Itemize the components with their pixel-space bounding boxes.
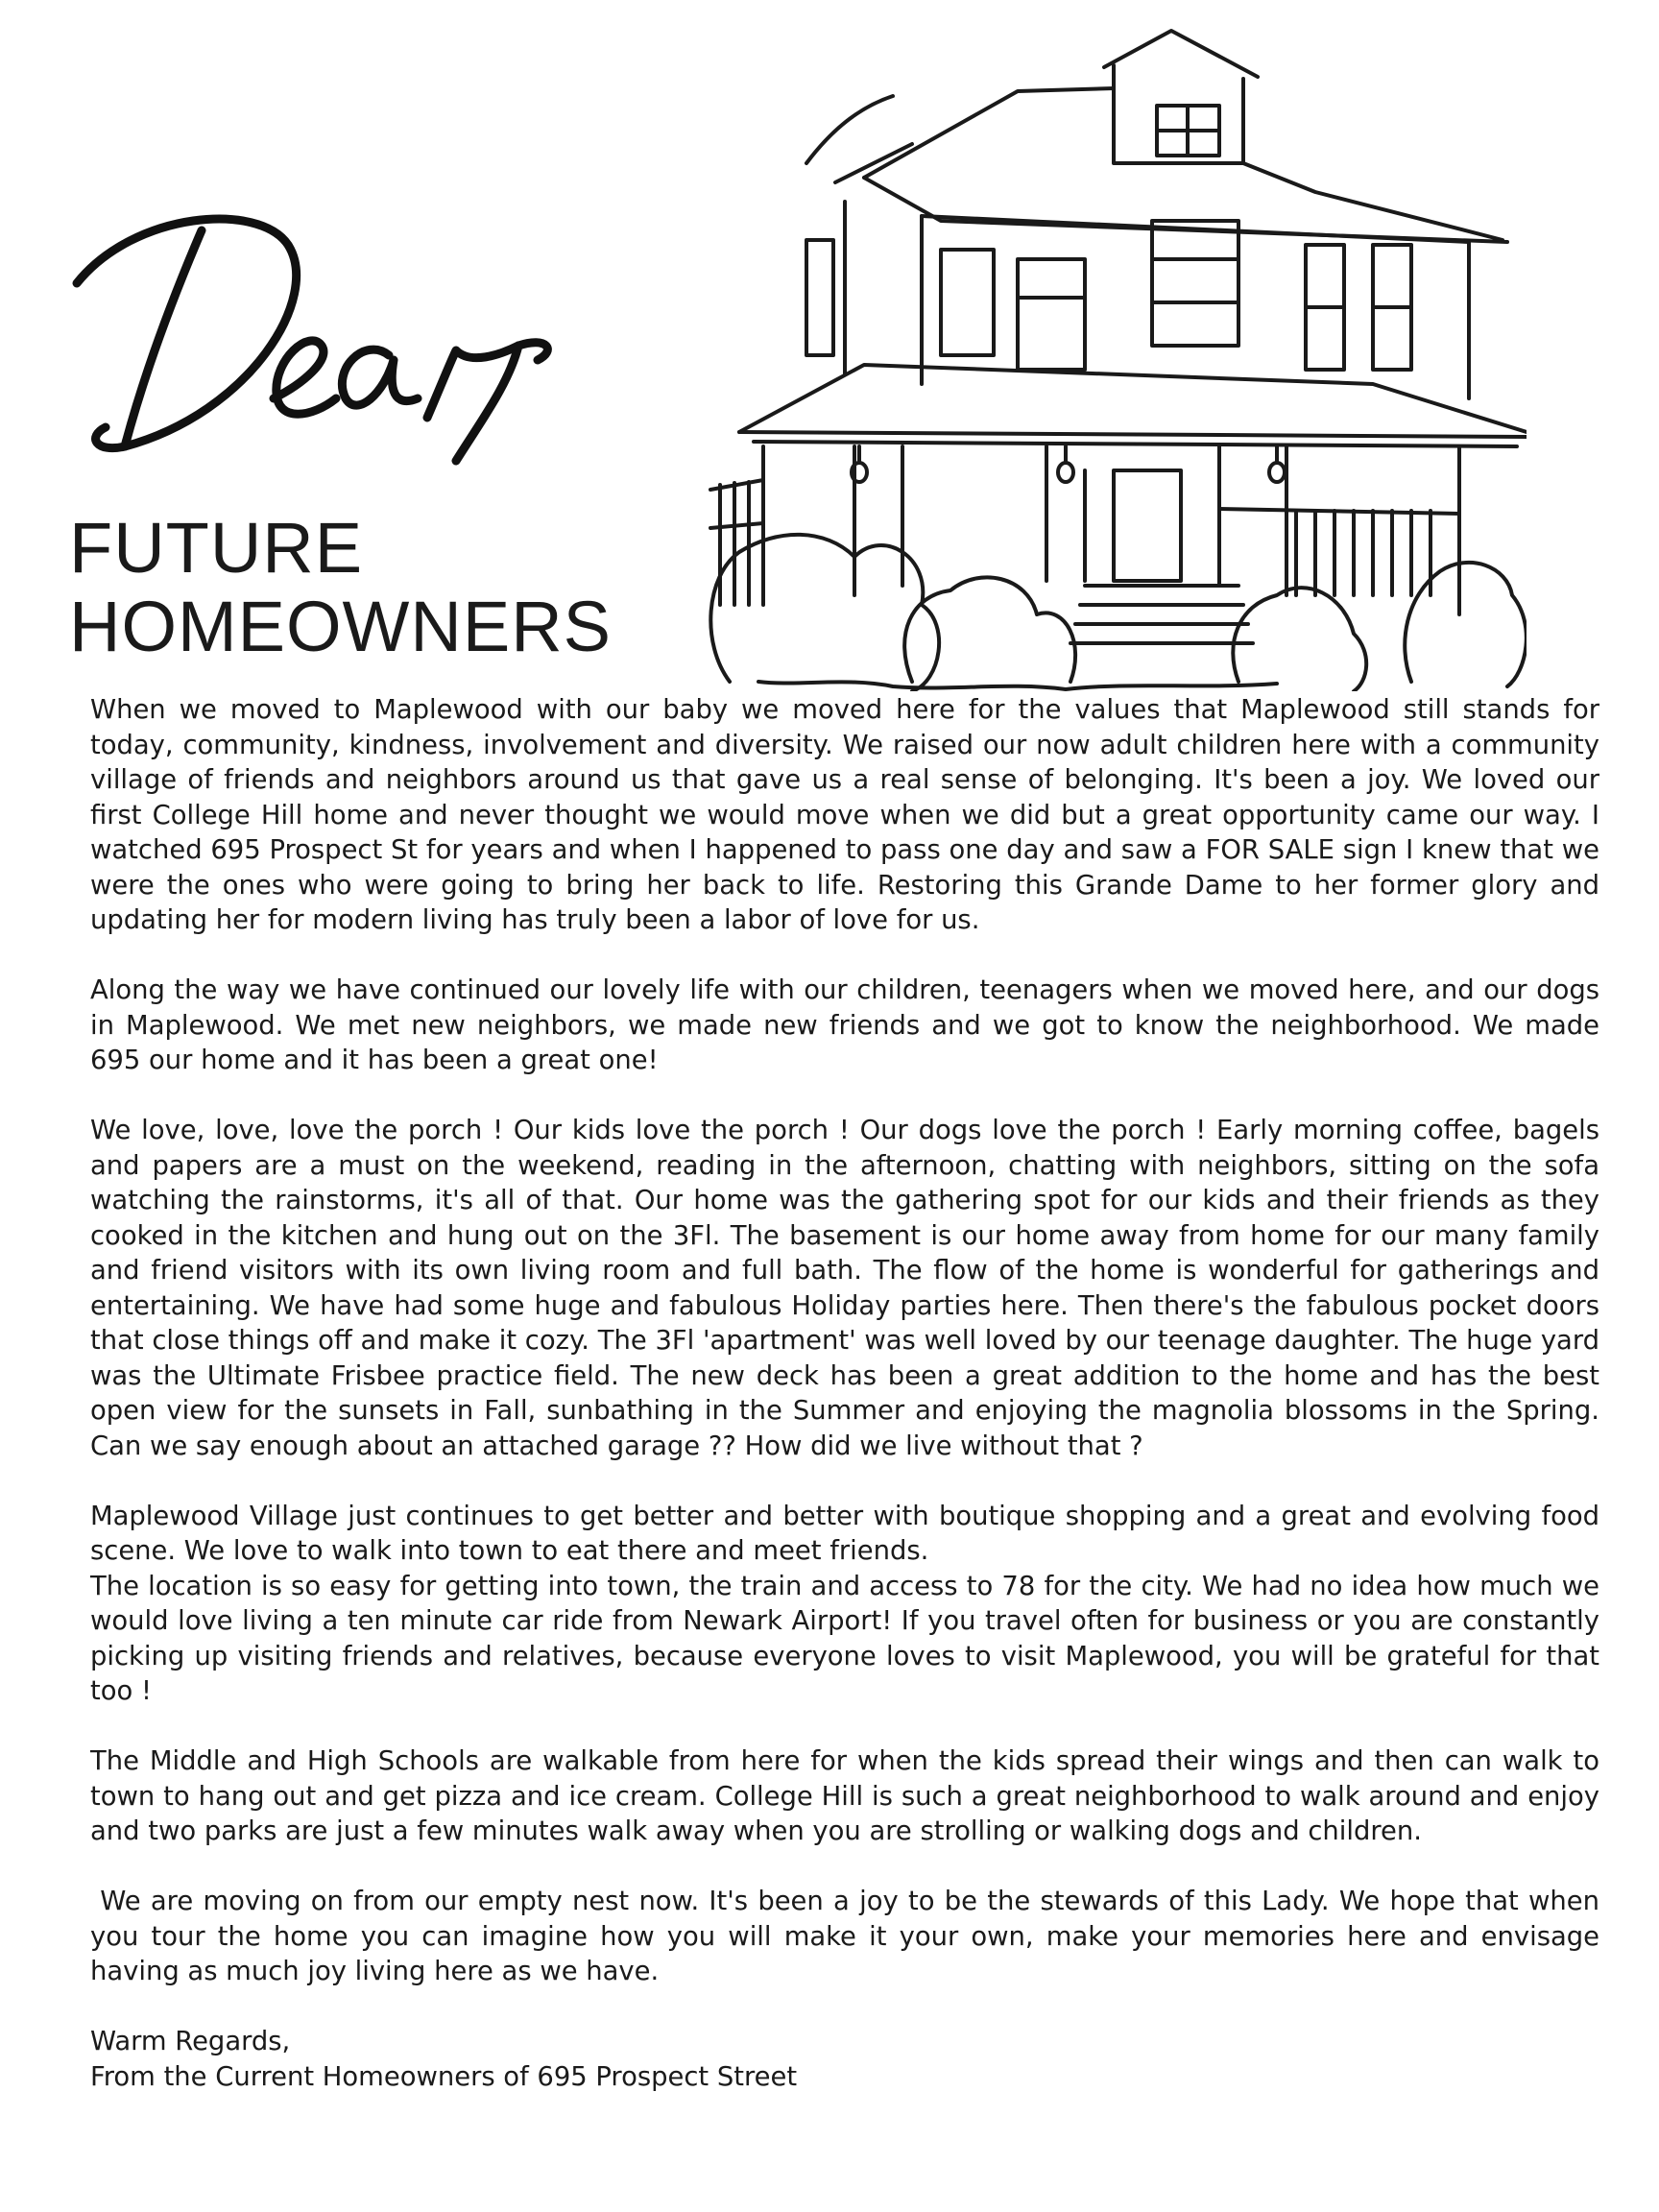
dear-script-title: [58, 192, 595, 509]
letter-signoff: [90, 2025, 1599, 2095]
subtitle-line-homeowners: HOMEOWNERS: [69, 587, 612, 666]
letter-paragraph-7: We are moving on from our empty nest now. It's been a joy to be the stewards of this Lady. We hope that when you tour the home you can imagine how you will make it your own, make your memories here and envisage having as much joy living here as we have.: [90, 1887, 1608, 1986]
letter-paragraph-6: The Middle and High Schools are walkable from here for when the kids spread their wings and then can walk to town to hang out and get pizza and ice cream. College Hill is such a great neighborhood to walk around and enjoy and two parks are just a few minutes walk away when you are strolling or walking dogs and children.: [90, 1746, 1599, 1846]
closing-line: Warm Regards,: [90, 2027, 291, 2056]
house-sketch-icon: [701, 19, 1527, 691]
letter-paragraph-1: When we moved to Maplewood with our baby we moved here for the values that Maplewood still stands for today, community, kindness, involvement and diversity. We raised our now adult children here with a community village of friends and neighbors around us that gave us a real sense of belonging. It's been a joy. We loved our first College Hill home and never thought we would move when we did but a great opportunity came our way. I watched 695 Prospect St for years and when I happened to pass one day and saw a FOR SALE sign I knew that we were the ones who were going to bring her back to life. Restoring this Grande Dame to her former glory and updating her for modern living has truly been a labor of love for us.: [90, 695, 1599, 935]
letter-body: [90, 693, 1608, 2095]
letter-paragraph-2: Along the way we have continued our lovely life with our children, teenagers when we moved here, and our dogs in Maplewood. We met new neighbors, we made new friends and we got to know the neighborhood. We made 695 our home and it has been a great one!: [90, 975, 1599, 1075]
letter-paragraph-3: We love, love, love the porch ! Our kids love the porch ! Our dogs love the porch ! Early morning coffee, bagels and papers are a must on the weekend, reading in the afternoon, chatting with neighbors, sitting on the sofa watching the rainstorms, it's all of that. Our home was the gathering spot for our kids and their friends as they cooked in the kitchen and hung out on the 3Fl. The basement is our home away from home for our many family and friend visitors with its own living room and full bath. The flow of the home is wonderful for gatherings and entertaining. We have had some huge and fabulous Holiday parties here. Then there's the fabulous pocket doors that close things off and make it cozy. The 3Fl 'apartment' was well loved by our teenage daughter. The huge yard was the Ultimate Frisbee practice field. The new deck has been a great addition to the home and has the best open view for the sunsets in Fall, sunbathing in the Summer and enjoying the magnolia blossoms in the Spring. Can we say enough about an attached garage ?? How did we live without that ?: [90, 1116, 1599, 1461]
subtitle-line-future: FUTURE: [69, 508, 364, 588]
signature-line: From the Current Homeowners of 695 Prospect Street: [90, 2061, 798, 2092]
letter-paragraph-5: The location is so easy for getting into town, the train and access to 78 for the city. We had no idea how much we would love living a ten minute car ride from Newark Airport! If you travel often for business or you are constantly picking up visiting friends and relatives, because everyone loves to visit Maplewood, you will be grateful for that too !: [90, 1571, 1599, 1706]
page-subtitle: [69, 509, 612, 666]
letter-paragraph-4: Maplewood Village just continues to get better and better with boutique shopping and a great and evolving food scene. We love to walk into town to eat there and meet friends.: [90, 1501, 1599, 1566]
dear-script-lettering: [58, 192, 595, 480]
